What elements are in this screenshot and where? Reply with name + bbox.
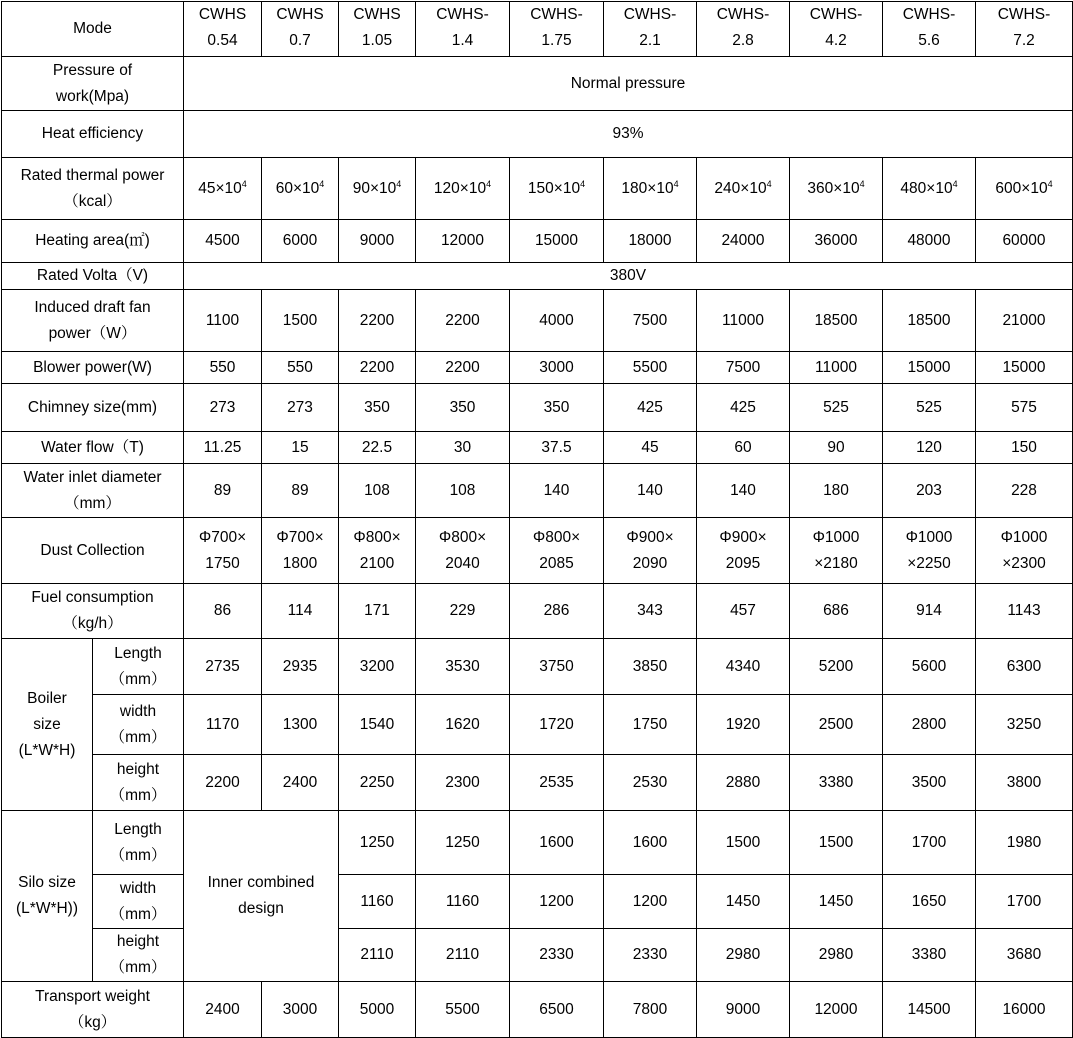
chimney-value: 350 [416,384,510,432]
boiler-width-label: width （mm） [93,695,184,755]
dust-value: Φ1000 ×2300 [976,518,1073,584]
thermal-base: 120×10 [433,179,487,197]
boiler-height-value: 2400 [262,755,339,811]
water_flow-value: 60 [697,432,790,464]
water_flow-row [2,432,1073,464]
fuel-value: 86 [184,584,262,639]
dust-value: Φ800× 2100 [339,518,416,584]
model-header: CWHS- 2.8 [697,2,790,57]
model-header: CWHS- 4.2 [790,2,883,57]
thermal-exponent: 4 [952,178,958,189]
boiler-height-value: 2535 [510,755,604,811]
thermal-base: 360×10 [807,179,860,197]
induced_fan-value: 7500 [604,290,697,352]
transport-value: 7800 [604,982,697,1038]
chimney-value: 525 [790,384,883,432]
thermal-base: 180×10 [621,179,674,197]
silo-height-value: 2110 [339,929,416,982]
silo-combined-design: Inner combined design [184,811,339,982]
fuel-value: 914 [883,584,976,639]
model-header: CWHS 0.7 [262,2,339,57]
induced_fan-value: 2200 [416,290,510,352]
fuel-row [2,584,1073,639]
induced_fan-value: 18500 [790,290,883,352]
silo-length-value: 1250 [339,811,416,875]
water_inlet-value: 180 [790,464,883,518]
blower-value: 11000 [790,352,883,384]
thermal-base: 240×10 [714,179,767,197]
induced_fan-value: 18500 [883,290,976,352]
chimney-value: 425 [604,384,697,432]
thermal-base: 150×10 [527,179,581,197]
transport-value: 6500 [510,982,604,1038]
dust-value: Φ800× 2085 [510,518,604,584]
boiler-length-row [2,639,1073,695]
water_inlet-value: 140 [697,464,790,518]
boiler-length-label: Length （mm） [93,639,184,695]
induced_fan-value: 21000 [976,290,1073,352]
boiler-spec-table [1,1,1073,1038]
boiler-width-value: 2800 [883,695,976,755]
blower-value: 550 [184,352,262,384]
blower-label: Blower power(W) [2,352,184,384]
silo-length-label: Length （mm） [93,811,184,875]
model-header: CWHS- 1.75 [510,2,604,57]
water_inlet-label: Water inlet diameter （mm） [2,464,184,518]
induced_fan-value: 1500 [262,290,339,352]
transport-value: 3000 [262,982,339,1038]
fuel-value: 114 [262,584,339,639]
boiler-height-value: 3800 [976,755,1073,811]
silo-length-value: 1500 [790,811,883,875]
silo-height-row [2,929,1073,982]
silo-width-value: 1450 [790,875,883,929]
silo-height-value: 2330 [510,929,604,982]
model-header: CWHS 0.54 [184,2,262,57]
thermal-exponent: 4 [859,178,865,189]
boiler-width-value: 1920 [697,695,790,755]
transport-label: Transport weight （kg） [2,982,184,1038]
mode-label: Mode [2,2,184,57]
dust-value: Φ1000 ×2250 [883,518,976,584]
thermal-value [790,158,883,220]
boiler-length-value: 3850 [604,639,697,695]
silo-length-row [2,811,1073,875]
induced_fan-label: Induced draft fan power（W） [2,290,184,352]
silo-width-value: 1160 [339,875,416,929]
model-header: CWHS 1.05 [339,2,416,57]
transport-value: 5500 [416,982,510,1038]
thermal-base: 480×10 [900,179,953,197]
heating_area-value: 12000 [416,220,510,263]
model-header: CWHS- 2.1 [604,2,697,57]
water_flow-value: 22.5 [339,432,416,464]
fuel-label: Fuel consumption （kg/h） [2,584,184,639]
blower-row [2,352,1073,384]
silo-length-value: 1980 [976,811,1073,875]
water_inlet-value: 108 [339,464,416,518]
chimney-value: 273 [184,384,262,432]
pressure-value: Normal pressure [184,57,1073,111]
water_flow-value: 120 [883,432,976,464]
thermal-value [697,158,790,220]
pressure-row [2,57,1073,111]
boiler-height-value: 2200 [184,755,262,811]
induced_fan-value: 11000 [697,290,790,352]
water_inlet-value: 89 [262,464,339,518]
blower-value: 5500 [604,352,697,384]
thermal-value [976,158,1073,220]
silo-length-value: 1600 [604,811,697,875]
fuel-value: 686 [790,584,883,639]
boiler-size-label: Boiler size (L*W*H) [2,639,93,811]
header-row [2,2,1073,57]
thermal-value [184,158,262,220]
voltage-label: Rated Volta（V) [2,263,184,290]
water_inlet-value: 140 [510,464,604,518]
thermal-value [604,158,697,220]
boiler-width-value: 1170 [184,695,262,755]
water_inlet-row [2,464,1073,518]
water_inlet-value: 140 [604,464,697,518]
voltage-value: 380V [184,263,1073,290]
dust-value: Φ700× 1800 [262,518,339,584]
heating_area-value: 36000 [790,220,883,263]
thermal-value [883,158,976,220]
thermal-row [2,158,1073,220]
boiler-width-value: 1620 [416,695,510,755]
boiler-length-value: 2935 [262,639,339,695]
induced_fan-row [2,290,1073,352]
dust-value: Φ700× 1750 [184,518,262,584]
chimney-label: Chimney size(mm) [2,384,184,432]
heating_area-value: 48000 [883,220,976,263]
transport-value: 16000 [976,982,1073,1038]
silo-width-row [2,875,1073,929]
boiler-width-value: 2500 [790,695,883,755]
blower-value: 550 [262,352,339,384]
thermal-exponent: 4 [1047,178,1053,189]
transport-value: 5000 [339,982,416,1038]
thermal-exponent: 4 [319,178,325,189]
fuel-value: 1143 [976,584,1073,639]
thermal-value [416,158,510,220]
heating_area-label: Heating area(㎡) [2,220,184,263]
boiler-length-value: 4340 [697,639,790,695]
silo-height-value: 2980 [697,929,790,982]
fuel-value: 343 [604,584,697,639]
boiler-width-value: 1540 [339,695,416,755]
water_flow-value: 150 [976,432,1073,464]
heating_area-value: 9000 [339,220,416,263]
chimney-value: 425 [697,384,790,432]
model-header: CWHS- 1.4 [416,2,510,57]
thermal-exponent: 4 [766,178,772,189]
silo-width-value: 1200 [510,875,604,929]
thermal-label: Rated thermal power （kcal） [2,158,184,220]
boiler-length-value: 3750 [510,639,604,695]
boiler-width-value: 1300 [262,695,339,755]
water_flow-value: 11.25 [184,432,262,464]
transport-value: 14500 [883,982,976,1038]
thermal-base: 600×10 [995,179,1048,197]
water_flow-value: 15 [262,432,339,464]
water_flow-value: 30 [416,432,510,464]
heating_area-value: 4500 [184,220,262,263]
boiler-height-value: 2300 [416,755,510,811]
boiler-height-row [2,755,1073,811]
silo-height-value: 3380 [883,929,976,982]
water_flow-value: 37.5 [510,432,604,464]
silo-height-label: height （mm） [93,929,184,982]
chimney-value: 525 [883,384,976,432]
efficiency-label: Heat efficiency [2,111,184,158]
silo-width-value: 1160 [416,875,510,929]
transport-value: 9000 [697,982,790,1038]
boiler-length-value: 5200 [790,639,883,695]
efficiency-row [2,111,1073,158]
thermal-value [510,158,604,220]
water_inlet-value: 203 [883,464,976,518]
silo-width-label: width （mm） [93,875,184,929]
blower-value: 2200 [416,352,510,384]
induced_fan-value: 2200 [339,290,416,352]
pressure-label: Pressure of work(Mpa) [2,57,184,111]
heating_area-value: 24000 [697,220,790,263]
boiler-length-value: 5600 [883,639,976,695]
silo-width-value: 1700 [976,875,1073,929]
heating_area-value: 15000 [510,220,604,263]
silo-width-value: 1200 [604,875,697,929]
silo-size-label: Silo size (L*W*H)) [2,811,93,982]
heating_area-value: 6000 [262,220,339,263]
water_inlet-value: 228 [976,464,1073,518]
boiler-length-value: 6300 [976,639,1073,695]
model-header: CWHS- 7.2 [976,2,1073,57]
dust-value: Φ800× 2040 [416,518,510,584]
dust-row [2,518,1073,584]
boiler-length-value: 3200 [339,639,416,695]
transport-row [2,982,1073,1038]
chimney-value: 575 [976,384,1073,432]
thermal-exponent: 4 [486,178,492,189]
fuel-value: 457 [697,584,790,639]
chimney-value: 350 [510,384,604,432]
silo-height-value: 3680 [976,929,1073,982]
blower-value: 15000 [976,352,1073,384]
silo-length-value: 1250 [416,811,510,875]
boiler-height-value: 2250 [339,755,416,811]
transport-value: 2400 [184,982,262,1038]
water_flow-value: 45 [604,432,697,464]
thermal-base: 60×10 [275,179,320,197]
silo-width-value: 1450 [697,875,790,929]
blower-value: 3000 [510,352,604,384]
fuel-value: 171 [339,584,416,639]
water_flow-label: Water flow（T) [2,432,184,464]
heating_area-value: 18000 [604,220,697,263]
voltage-row [2,263,1073,290]
thermal-exponent: 4 [396,178,402,189]
fuel-value: 229 [416,584,510,639]
thermal-value [339,158,416,220]
boiler-height-value: 3380 [790,755,883,811]
thermal-exponent: 4 [580,178,586,189]
model-header: CWHS- 5.6 [883,2,976,57]
silo-length-value: 1700 [883,811,976,875]
boiler-height-value: 3500 [883,755,976,811]
water_flow-value: 90 [790,432,883,464]
boiler-width-value: 1720 [510,695,604,755]
boiler-length-value: 2735 [184,639,262,695]
chimney-value: 273 [262,384,339,432]
boiler-width-value: 1750 [604,695,697,755]
boiler-height-label: height （mm） [93,755,184,811]
boiler-width-row [2,695,1073,755]
dust-label: Dust Collection [2,518,184,584]
silo-length-value: 1500 [697,811,790,875]
blower-value: 2200 [339,352,416,384]
induced_fan-value: 4000 [510,290,604,352]
induced_fan-value: 1100 [184,290,262,352]
boiler-width-value: 3250 [976,695,1073,755]
chimney-row [2,384,1073,432]
heating_area-value: 60000 [976,220,1073,263]
dust-value: Φ900× 2095 [697,518,790,584]
silo-height-value: 2110 [416,929,510,982]
fuel-value: 286 [510,584,604,639]
silo-height-value: 2980 [790,929,883,982]
efficiency-value: 93% [184,111,1073,158]
dust-value: Φ1000 ×2180 [790,518,883,584]
thermal-exponent: 4 [241,178,247,189]
chimney-value: 350 [339,384,416,432]
silo-length-value: 1600 [510,811,604,875]
dust-value: Φ900× 2090 [604,518,697,584]
boiler-height-value: 2880 [697,755,790,811]
blower-value: 7500 [697,352,790,384]
water_inlet-value: 108 [416,464,510,518]
heating_area-row [2,220,1073,263]
thermal-value [262,158,339,220]
silo-width-value: 1650 [883,875,976,929]
thermal-base: 90×10 [352,179,397,197]
blower-value: 15000 [883,352,976,384]
transport-value: 12000 [790,982,883,1038]
thermal-exponent: 4 [673,178,679,189]
silo-height-value: 2330 [604,929,697,982]
thermal-base: 45×10 [198,179,242,197]
water_inlet-value: 89 [184,464,262,518]
boiler-length-value: 3530 [416,639,510,695]
boiler-height-value: 2530 [604,755,697,811]
